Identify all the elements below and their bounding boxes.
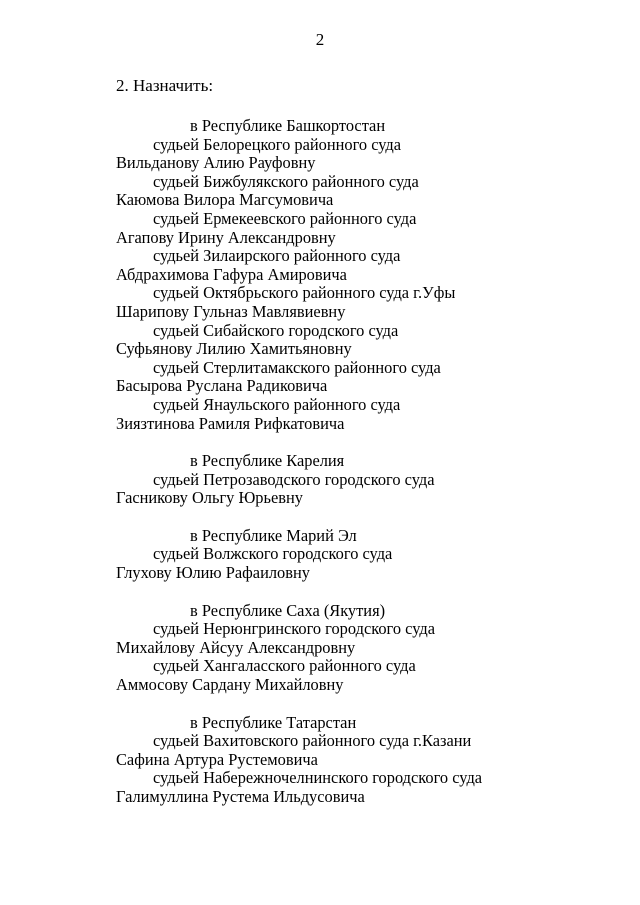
court-position: судьей Зилаирского районного суда	[153, 246, 401, 266]
region-title: в Республике Татарстан	[190, 712, 357, 732]
region-section	[116, 117, 616, 433]
court-position: судьей Волжского городского суда	[153, 544, 393, 564]
region-title: в Республике Марий Эл	[190, 525, 357, 545]
appointee-name: Гасникову Ольгу Юрьевну	[116, 488, 303, 508]
appointee-name: Вильданову Алию Рауфовну	[116, 153, 316, 173]
court-position: судьей Янаульского районного суда	[153, 394, 401, 414]
region-section	[116, 527, 616, 583]
section-heading: 2. Назначить:	[116, 76, 214, 95]
court-position: судьей Хангаласского районного суда	[153, 656, 416, 676]
appointee-name: Галимуллина Рустема Ильдусовича	[116, 787, 365, 806]
appointee-name: Сафина Артура Рустемовича	[116, 749, 318, 769]
court-position: судьей Бижбулякского районного суда	[153, 171, 419, 191]
region-section	[116, 714, 616, 807]
appointee-name: Аммосову Сардану Михайловну	[116, 675, 344, 695]
region-title: в Республике Саха (Якутия)	[190, 600, 386, 620]
appointee-name: Абдрахимова Гафура Амировича	[116, 264, 347, 284]
document-body	[116, 117, 616, 807]
court-position: судьей Петрозаводского городского суда	[153, 469, 435, 489]
appointee-name: Шарипову Гульназ Мавлявиевну	[116, 301, 346, 321]
appointee-name: Зиязтинова Рамиля Рифкатовича	[116, 413, 345, 433]
court-position: судьей Стерлитамакского районного суда	[153, 357, 441, 377]
court-position: судьей Октябрьского районного суда г.Уфы	[153, 283, 456, 303]
appointee-name: Каюмова Вилора Магсумовича	[116, 190, 334, 210]
page-number: 2	[315, 30, 325, 49]
appointee-name: Агапову Ирину Александровну	[116, 227, 336, 247]
court-position: судьей Белорецкого районного суда	[153, 134, 402, 154]
appointee-name: Суфьянову Лилию Хамитьяновну	[116, 339, 352, 359]
court-position: судьей Нерюнгринского городского суда	[153, 619, 435, 639]
region-section	[116, 602, 616, 695]
region-title: в Республике Башкортостан	[190, 116, 386, 135]
appointee-name: Глухову Юлию Рафаиловну	[116, 563, 310, 583]
court-position: судьей Ермекеевского районного суда	[153, 208, 417, 228]
region-title: в Республике Карелия	[190, 451, 345, 471]
court-position: судьей Вахитовского районного суда г.Казани	[153, 731, 472, 751]
court-position: судьей Сибайского городского суда	[153, 320, 399, 340]
region-section	[116, 452, 616, 508]
court-position: судьей Набережночелнинского городского суда	[153, 768, 483, 788]
appointee-name: Басырова Руслана Радиковича	[116, 376, 328, 396]
appointee-name: Михайлову Айсуу Александровну	[116, 637, 356, 657]
